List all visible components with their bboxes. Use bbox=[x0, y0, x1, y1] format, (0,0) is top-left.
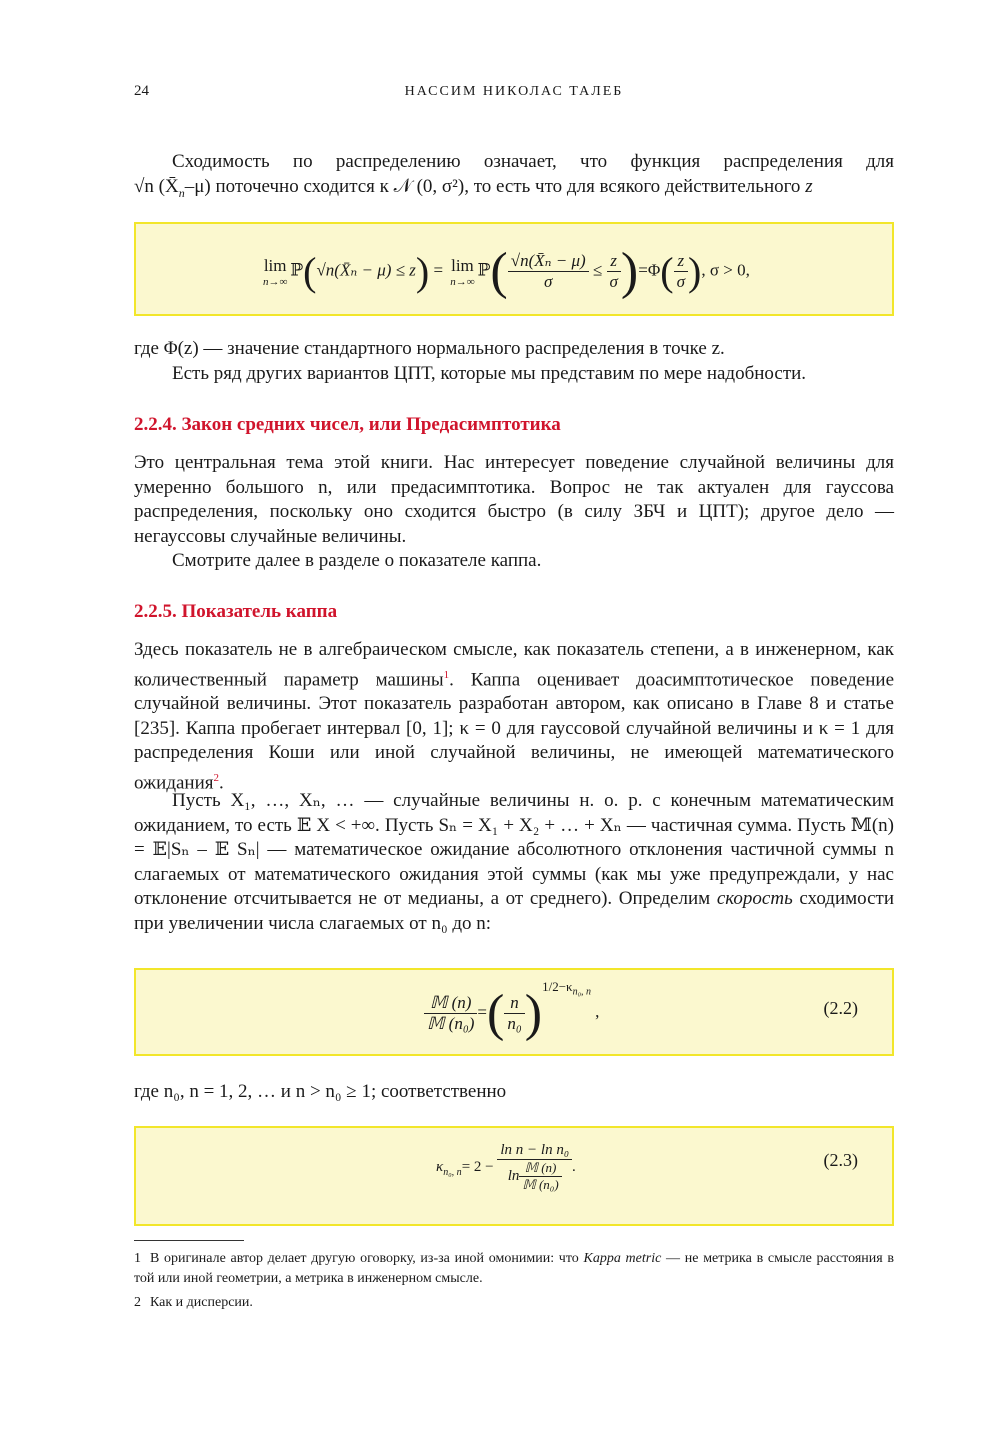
exponent-subscript: n₀, n bbox=[572, 986, 592, 998]
paragraph-text: Пусть X₁, …, Xₙ, … — случайные величины н. о. р. с конечным математическим ожиданием, то есть 𝔼 X < +∞. Пусть Sₙ = X₁ + X₂ + … + Xₙ — частичная сумма. Пусть 𝕄(n) = 𝔼|Sₙ – 𝔼 Sₙ| — математическое ожидание абсолютного отклонения частичной суммы n слагаемых от математического ожидания этой суммы (как мы уже предупреждали, у нас отклонение отсчитывается не от медианы, а от среднего). Определим bbox=[134, 790, 894, 909]
fraction-denominator: σ bbox=[609, 272, 618, 291]
le-sign: ≤ bbox=[592, 260, 603, 280]
footnote-italic: Kappa metric bbox=[583, 1251, 662, 1266]
paragraph-phi-definition: где Φ(z) — значение стандартного нормального распределения в точке z. bbox=[134, 338, 725, 359]
paragraph-text: . Каппа оценивает доасимптотическое поведение случайной величины. Этот показатель разработан автором, как описано в Главе 8 и статье [235]. Каппа пробегает интервал [0, 1]; κ = 0 для гауссовой случайной величины и κ = 1 для распределения Коши или иной случайной величины, не имеющей математического ожидания bbox=[134, 668, 894, 794]
fraction-numerator: n bbox=[504, 993, 524, 1014]
probability-symbol: ℙ bbox=[290, 260, 304, 280]
paragraph-line: Сходимость по распределению означает, что функция распределения для bbox=[172, 151, 894, 172]
footnote-text: Как и дисперсии. bbox=[150, 1295, 253, 1310]
footnote-rule bbox=[134, 1240, 244, 1241]
fraction-numerator: 𝕄 (n) bbox=[424, 993, 477, 1014]
fraction-denominator: σ bbox=[676, 272, 685, 291]
fraction-numerator: ln n − ln n₀ bbox=[497, 1142, 572, 1160]
paragraph-convergence bbox=[134, 150, 894, 205]
paragraph-preasymptotics: Это центральная тема этой книги. Нас интересует поведение случайной величины для умеренно большого n, или предасимптотика. Вопрос не так актуален для гауссова распределения, поскольку оно сходится быстро (в силу ЗБЧ и ЦПТ); другое дело — негауссовы случайные величины. bbox=[134, 452, 894, 547]
lim-operator: lim bbox=[263, 255, 287, 275]
italic-term: скорость bbox=[716, 888, 793, 909]
probability-symbol: ℙ bbox=[477, 260, 491, 280]
footnote-2 bbox=[134, 1293, 894, 1313]
paragraph-clt-variants: Есть ряд других вариантов ЦПТ, которые мы представим по мере надобности. bbox=[172, 363, 807, 384]
equals-sign: = bbox=[477, 1002, 487, 1022]
footnote-text: В оригинале автор делает другую оговорку, из-за иной омонимии: что bbox=[150, 1251, 579, 1266]
section-heading-2-2-5: 2.2.5. Показатель каппа bbox=[134, 601, 338, 622]
equation-2-2: $\frac{\text{𝕄 (n)}}{\text{𝕄 (n₀)}}$ =( $\frac{n}{\text{n₀}}$ )$^{1/2-\kappa_{n_0, n}}$, bbox=[424, 984, 599, 1043]
paragraph-text: сходимости при увеличении числа слагаемых от n₀ до n: bbox=[134, 888, 895, 934]
running-title: НАССИМ НИКОЛАС ТАЛЕБ bbox=[404, 84, 624, 99]
fraction-numerator: z bbox=[674, 251, 688, 272]
fraction-denominator: σ bbox=[544, 272, 553, 291]
equals-two-minus: = 2 − bbox=[461, 1158, 494, 1175]
fraction-numerator: √n(X̄ₙ − μ) bbox=[508, 251, 589, 272]
equation-number-2-2: (2.2) bbox=[823, 998, 858, 1018]
section-heading-2-2-4: 2.2.4. Закон средних чисел, или Предасимптотика bbox=[134, 414, 561, 435]
equation-number-2-3: (2.3) bbox=[823, 1150, 858, 1170]
lim-operator: lim bbox=[451, 255, 474, 275]
equation-box-2-2 bbox=[134, 968, 894, 1056]
equation-box-clt bbox=[134, 222, 894, 316]
footnote-number: 1 bbox=[134, 1251, 141, 1266]
equation-tail: , σ > 0, bbox=[701, 260, 750, 280]
paragraph-text: –μ) поточечно сходится к 𝒩 (0, σ²), то есть что для всякого действительного bbox=[184, 175, 801, 197]
paragraph-line: √n $(X̄_n-\mu)$ поточечно сходится к 𝒩 (0, σ²), то есть что для всякого действительного z bbox=[134, 175, 813, 200]
equation-box-2-3 bbox=[134, 1126, 894, 1226]
exponent: 1/2−κ bbox=[542, 978, 573, 994]
footnote-number: 2 bbox=[134, 1295, 141, 1310]
footnote-text: — не метрика в смысле расстояния в той или иной геометрии, а метрика в инженерном смысле. bbox=[134, 1251, 895, 1286]
probability-argument: √n(X̄ₙ − μ) ≤ z bbox=[316, 260, 416, 280]
formula-sqrt-n: √n (X̄ bbox=[134, 175, 179, 197]
footnote-1 bbox=[134, 1249, 894, 1289]
paragraph-text: Здесь показатель не в алгебраическом смысле, как показатель степени, а в инженерном, как количественный параметр машины bbox=[134, 639, 894, 690]
variable-z: z bbox=[805, 175, 813, 197]
equation-clt: lim n→∞ ℙ(√n(X̄ₙ − μ) ≤ z) = lim n→∞ ℙ( $\frac{\text{√n(X̄ₙ − μ)}}{\sigma}$ ≤ $\frac{z}{\sigma}$ )=Φ( $\frac{z}{\sigma}$ ), σ > 0, bbox=[260, 242, 750, 301]
ln-operator: ln bbox=[507, 1167, 520, 1184]
equation-2-3 bbox=[436, 1142, 576, 1193]
lim-subscript: n→∞ bbox=[263, 275, 288, 288]
footnote-ref-2[interactable]: 2 bbox=[213, 771, 219, 784]
running-header bbox=[134, 83, 894, 103]
paragraph-kappa-intro bbox=[134, 638, 894, 796]
fraction-denominator: 𝕄 (n₀) bbox=[522, 1177, 559, 1192]
kappa-symbol: κ bbox=[436, 1158, 444, 1175]
fraction-denominator: 𝕄 (n₀) bbox=[427, 1014, 475, 1033]
paragraph-partial-sums bbox=[134, 789, 894, 936]
equation-comma: , bbox=[595, 1002, 600, 1022]
page-number: 24 bbox=[134, 83, 149, 99]
paragraph-n-conditions: где n₀, n = 1, 2, … и n > n₀ ≥ 1; соответственно bbox=[134, 1081, 507, 1102]
paragraph-see-kappa: Смотрите далее в разделе о показателе каппа. bbox=[172, 550, 542, 571]
lim-subscript: n→∞ bbox=[450, 275, 475, 288]
fraction-denominator: n₀ bbox=[507, 1014, 522, 1033]
fraction-numerator: z bbox=[607, 251, 621, 272]
kappa-subscript: n₀, n bbox=[443, 1166, 462, 1178]
paragraph-text: . bbox=[219, 772, 224, 794]
fraction-numerator: 𝕄 (n) bbox=[519, 1160, 561, 1177]
equation-period: . bbox=[572, 1158, 576, 1175]
footnote-ref-1[interactable]: 1 bbox=[443, 668, 450, 681]
phi-symbol: Φ bbox=[647, 260, 661, 280]
